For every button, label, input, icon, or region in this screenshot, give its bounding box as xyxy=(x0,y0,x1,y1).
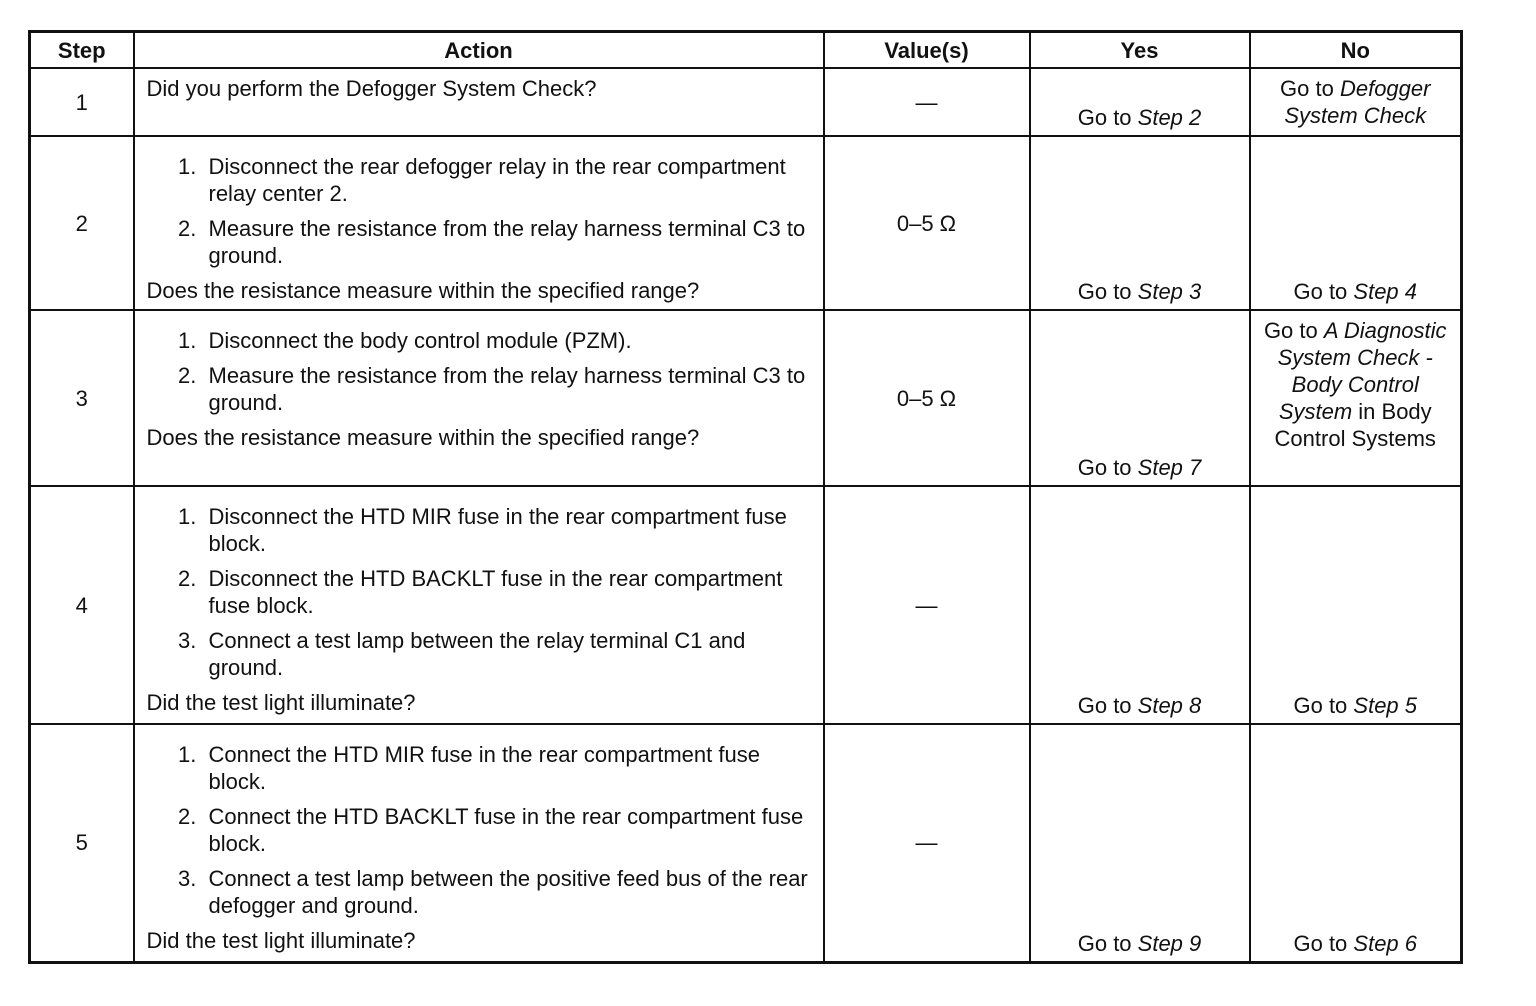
action-cell xyxy=(134,724,824,962)
substep-item: 2. Measure the resistance from the relay harness terminal C3 to ground. xyxy=(203,362,813,416)
yes-link[interactable]: Step 7 xyxy=(1137,455,1202,480)
action-cell xyxy=(134,68,824,136)
substep-item: 2. Connect the HTD BACKLT fuse in the rear compartment fuse block. xyxy=(203,803,813,857)
value-cell: — xyxy=(824,486,1030,724)
yes-prefix: Go to xyxy=(1077,693,1138,718)
no-prefix: Go to xyxy=(1293,930,1354,956)
substep-item: 1. Disconnect the rear defogger relay in the rear compartment relay center 2. xyxy=(203,153,813,207)
value-cell: — xyxy=(824,724,1030,962)
no-link[interactable]: Step 4 xyxy=(1353,279,1418,304)
action-question: Does the resistance measure within the specified range? xyxy=(146,278,700,303)
table-header-row xyxy=(30,32,1462,69)
yes-cell xyxy=(1030,310,1250,486)
no-cell xyxy=(1250,724,1462,962)
step-number: 2 xyxy=(30,136,134,310)
no-cell xyxy=(1250,310,1462,486)
yes-prefix: Go to xyxy=(1077,279,1138,304)
header-step: Step xyxy=(30,32,134,69)
step-number: 5 xyxy=(30,724,134,962)
no-cell xyxy=(1250,486,1462,724)
substep-item: 2. Measure the resistance from the relay harness terminal C3 to ground. xyxy=(203,215,813,269)
yes-cell xyxy=(1030,68,1250,136)
yes-link[interactable]: Step 3 xyxy=(1137,279,1202,304)
substep-item: 1. Connect the HTD MIR fuse in the rear compartment fuse block. xyxy=(203,741,813,795)
header-action: Action xyxy=(134,32,824,69)
header-no: No xyxy=(1250,32,1462,69)
no-suffix: in Body Control Systems xyxy=(1274,399,1436,451)
substep-list xyxy=(147,741,813,919)
action-cell xyxy=(134,310,824,486)
action-cell xyxy=(134,136,824,310)
yes-link[interactable]: Step 2 xyxy=(1137,105,1202,130)
yes-prefix: Go to xyxy=(1077,455,1138,480)
substep-list xyxy=(147,327,813,416)
substep-item: 1. Disconnect the body control module (PZM). xyxy=(203,327,813,354)
yes-prefix: Go to xyxy=(1077,105,1138,130)
substep-list xyxy=(147,503,813,681)
action-question: Did the test light illuminate? xyxy=(146,928,416,953)
yes-link[interactable]: Step 9 xyxy=(1137,930,1202,956)
value-cell: — xyxy=(824,68,1030,136)
yes-prefix: Go to xyxy=(1077,930,1138,956)
no-prefix: Go to xyxy=(1293,693,1354,718)
step-number: 3 xyxy=(30,310,134,486)
substep-item: 3. Connect a test lamp between the positive feed bus of the rear defogger and ground. xyxy=(203,865,813,919)
yes-cell xyxy=(1030,486,1250,724)
table-row xyxy=(30,310,1462,486)
table-row xyxy=(30,136,1462,310)
no-link[interactable]: Step 5 xyxy=(1353,693,1418,718)
action-question: Did you perform the Defogger System Check? xyxy=(146,76,597,101)
no-link[interactable]: Defogger System Check xyxy=(1284,76,1431,128)
yes-link[interactable]: Step 8 xyxy=(1137,693,1202,718)
diagnostic-table xyxy=(28,30,1463,964)
no-link[interactable]: A Diagnostic System Check - Body Control System xyxy=(1277,318,1447,424)
header-yes: Yes xyxy=(1030,32,1250,69)
no-cell xyxy=(1250,136,1462,310)
action-question: Does the resistance measure within the specified range? xyxy=(146,425,700,450)
value-cell: 0–5 Ω xyxy=(824,136,1030,310)
step-number: 1 xyxy=(30,68,134,136)
yes-cell xyxy=(1030,136,1250,310)
substep-list xyxy=(147,153,813,269)
no-cell xyxy=(1250,68,1462,136)
table-row xyxy=(30,68,1462,136)
table-row xyxy=(30,486,1462,724)
value-cell: 0–5 Ω xyxy=(824,310,1030,486)
header-values: Value(s) xyxy=(824,32,1030,69)
action-question: Did the test light illuminate? xyxy=(146,690,416,715)
substep-item: 3. Connect a test lamp between the relay terminal C1 and ground. xyxy=(203,627,813,681)
step-number: 4 xyxy=(30,486,134,724)
table-row xyxy=(30,724,1462,962)
no-prefix: Go to xyxy=(1263,318,1324,343)
no-prefix: Go to xyxy=(1293,279,1354,304)
no-prefix: Go to xyxy=(1280,76,1340,101)
no-link[interactable]: Step 6 xyxy=(1353,930,1418,956)
action-cell xyxy=(134,486,824,724)
substep-item: 1. Disconnect the HTD MIR fuse in the rear compartment fuse block. xyxy=(203,503,813,557)
substep-item: 2. Disconnect the HTD BACKLT fuse in the rear compartment fuse block. xyxy=(203,565,813,619)
yes-cell xyxy=(1030,724,1250,962)
